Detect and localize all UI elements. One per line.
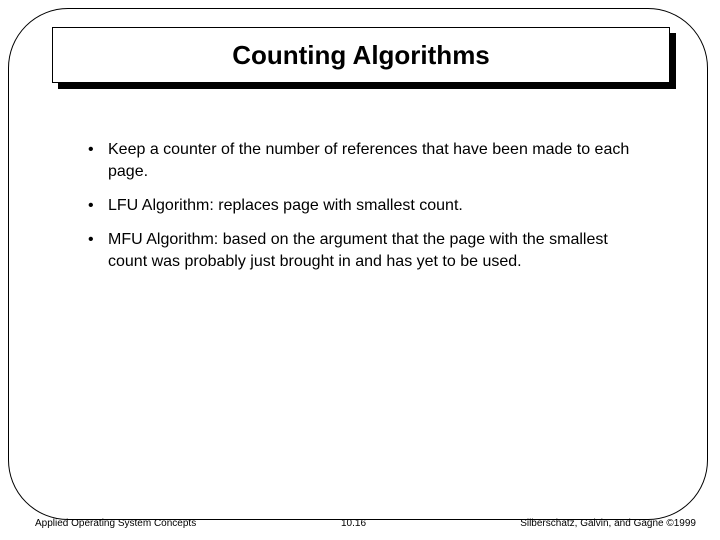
footer-copyright: Silberschatz, Galvin, and Gagne ©1999 — [520, 518, 696, 529]
bullet-text: LFU Algorithm: replaces page with smallest count. — [108, 197, 463, 214]
slide-title: Counting Algorithms — [232, 40, 490, 70]
bullet-item — [88, 139, 648, 183]
bullet-icon: • — [88, 141, 94, 158]
bullet-icon: • — [88, 231, 94, 248]
bullet-icon: • — [88, 197, 94, 214]
bullet-list — [88, 139, 648, 285]
footer-page-number: 10.16 — [341, 518, 367, 529]
bullet-text: Keep a counter of the number of references that have been made to each page. — [108, 141, 630, 180]
bullet-text: MFU Algorithm: based on the argument that the page with the smallest count was probably just brought in and has yet to be used. — [108, 231, 608, 270]
bullet-item — [88, 229, 648, 273]
footer-course-name: Applied Operating System Concepts — [35, 518, 197, 529]
title-box — [52, 27, 670, 83]
bullet-item — [88, 195, 648, 217]
